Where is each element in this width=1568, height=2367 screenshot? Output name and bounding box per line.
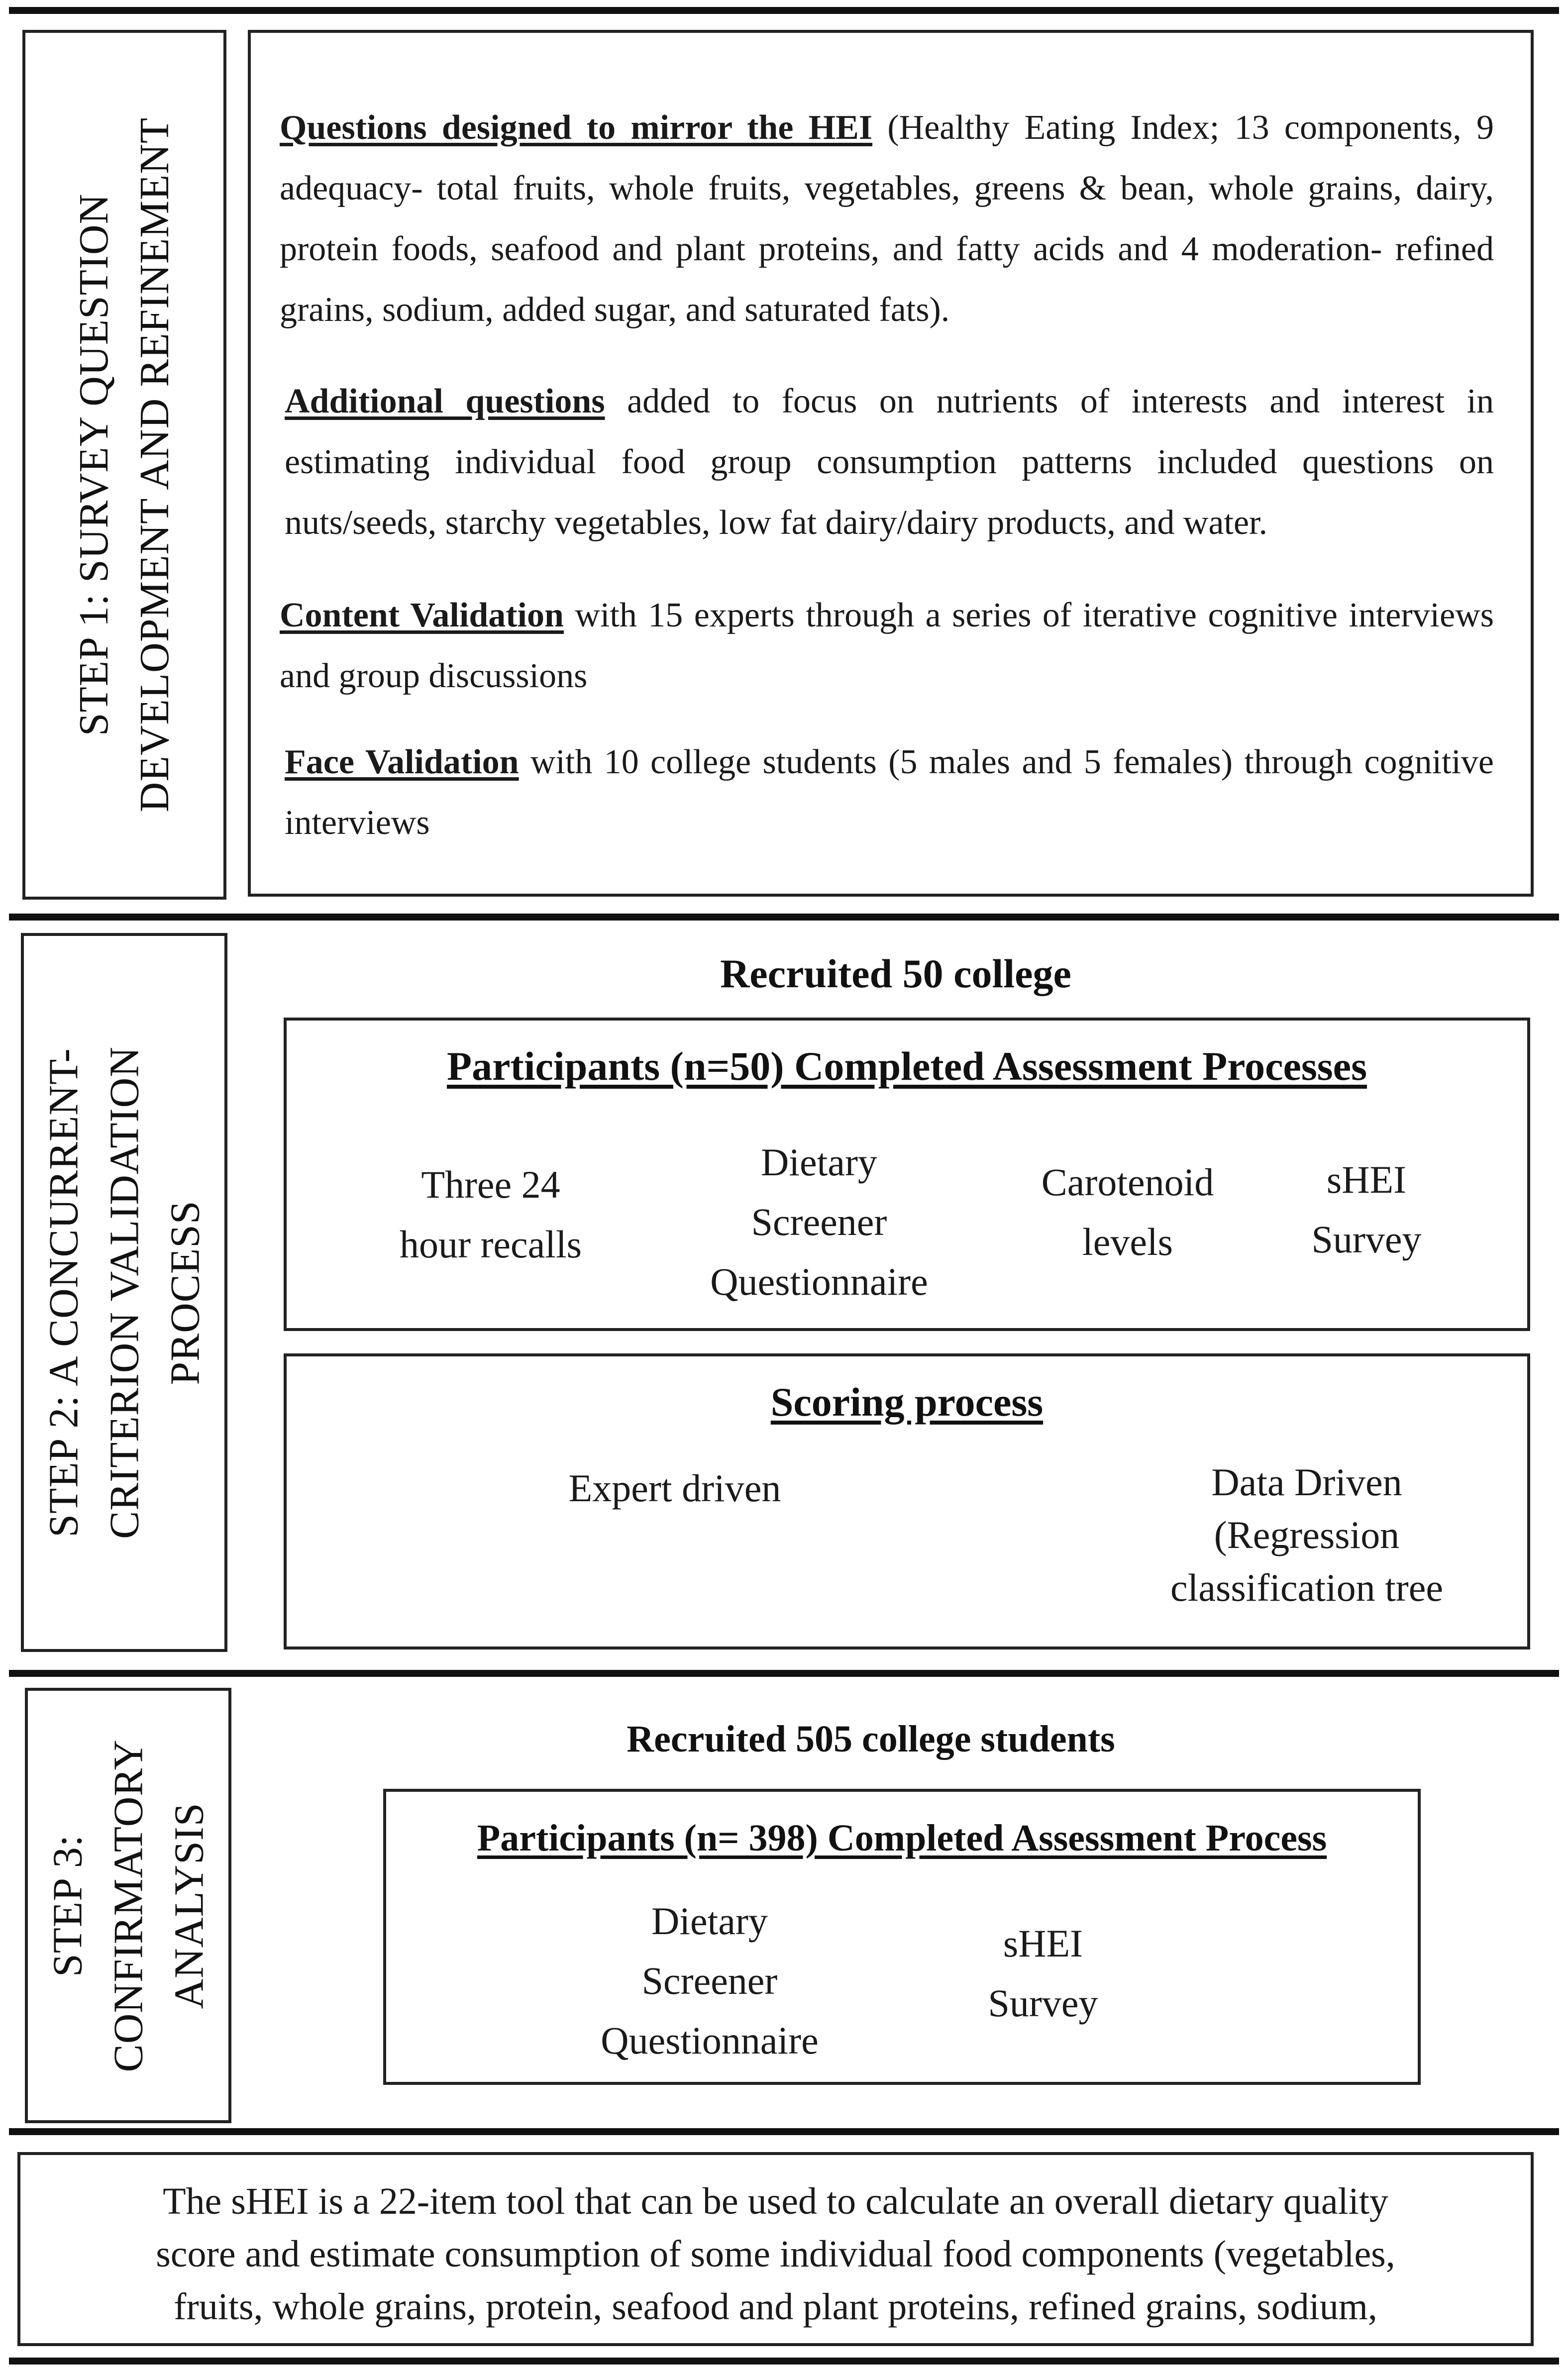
paragraph-title: Questions designed to mirror the HEI [280,108,873,147]
step3-label-line: ANALYSIS [165,1802,212,2009]
step2-scoring-box [284,1353,1530,1649]
conclusion-box [17,2152,1534,2346]
item-line: levels [1082,1220,1173,1263]
step2-assessment-title: Participants (n=50) Completed Assessment Processes [446,1043,1367,1089]
item-line: Dietary [761,1140,877,1184]
conclusion-text [20,2175,1531,2333]
item-line: Screener [641,1959,778,2002]
step2-label [33,1046,215,1539]
step1-label-line: DEVELOPMENT AND REFINEMENT [131,117,178,813]
paragraph-text: added to focus on nutrients of interests and interest in estimating individual food group consumption patterns included questions on nuts/seeds, starchy vegetables, low fat dairy/dairy products, and water. [285,382,1494,542]
paragraph-text: with 15 experts through a series of iterative cognitive interviews and group discussions [280,596,1494,695]
step3-label-box [25,1688,231,2123]
step2-label-line: PROCESS [161,1200,208,1385]
item-line: Three 24 [421,1163,560,1206]
step3-recruited-text: Recruited 505 college students [627,1718,1115,1760]
step1-paragraph-face [285,732,1494,853]
step2-label-line: STEP 2: A CONCURRENT- [40,1047,87,1538]
paragraph-text: with 10 college students (5 males and 5 females) through cognitive interviews [285,743,1494,842]
item-line: Dietary [651,1899,768,1943]
item-line: Survey [1311,1218,1422,1261]
top-rule [9,7,1559,14]
step3-label-line: STEP 3: [44,1834,91,1977]
assessment-item-recalls [376,1155,605,1274]
item-line: Questionnaire [710,1260,928,1303]
step3-assessment-title: Participants (n= 398) Completed Assessment Process [477,1817,1327,1859]
step1-content-box [248,30,1534,897]
paragraph-title: Content Validation [280,596,564,634]
item-line: Data Driven [1211,1460,1402,1504]
item-line: Questionnaire [601,2019,819,2062]
item-line: sHEI [1003,1922,1083,1965]
separator-rule-1 [9,914,1559,921]
item-line: Screener [751,1200,887,1243]
step1-paragraph-additional [285,371,1494,553]
paragraph-text: (Healthy Eating Index; 13 components, 9 adequacy- total fruits, whole fruits, vegetables, greens & bean, whole grains, dairy, protein foods, seafood and plant proteins, and fatty acids and 4 moderation- refined grains, sodium, added sugar, and saturated fats). [280,108,1494,329]
step2-label-line: CRITERION VALIDATION [101,1046,147,1539]
step3-label [37,1739,219,2072]
step1-label-line: STEP 1: SURVEY QUESTION [71,193,117,736]
item-line: Carotenoid [1041,1160,1214,1204]
conclusion-line: The sHEI is a 22-item tool that can be used to calculate an overall dietary quality [163,2180,1388,2222]
step1-paragraph-content [280,585,1494,707]
paragraph-title: Additional questions [285,382,605,420]
scoring-title: Scoring process [770,1379,1044,1425]
step2-assessment-box [284,1018,1530,1331]
step3-item-shei [963,1914,1123,2033]
step2-label-box [21,933,227,1652]
item-line: sHEI [1326,1158,1407,1201]
scoring-data-driven [1133,1456,1481,1614]
separator-rule-3 [9,2128,1559,2135]
assessment-item-dsq [680,1132,958,1312]
conclusion-line: fruits, whole grains, protein, seafood and plant proteins, refined grains, sodium, [174,2286,1377,2328]
conclusion-line: score and estimate consumption of some individual food components (vegetables, [156,2233,1395,2275]
item-line: Survey [988,1981,1098,2025]
step3-assessment-box [383,1789,1421,2085]
step3-label-line: CONFIRMATORY [105,1739,151,2072]
item-line: classification tree [1170,1566,1443,1609]
paragraph-title: Face Validation [285,743,519,781]
step3-item-dsq [580,1891,839,2070]
item-line: (Regression [1214,1513,1400,1556]
separator-rule-2 [9,1670,1559,1677]
bottom-rule [9,2358,1559,2365]
step1-paragraph-hei [280,98,1494,340]
item-line: hour recalls [399,1223,582,1266]
step1-label-box [22,30,226,900]
assessment-item-carotenoid [1013,1152,1242,1272]
step2-recruited-text: Recruited 50 college [720,951,1071,996]
assessment-item-shei [1287,1150,1446,1269]
step1-label [64,117,185,812]
scoring-expert-driven: Expert driven [568,1466,781,1510]
